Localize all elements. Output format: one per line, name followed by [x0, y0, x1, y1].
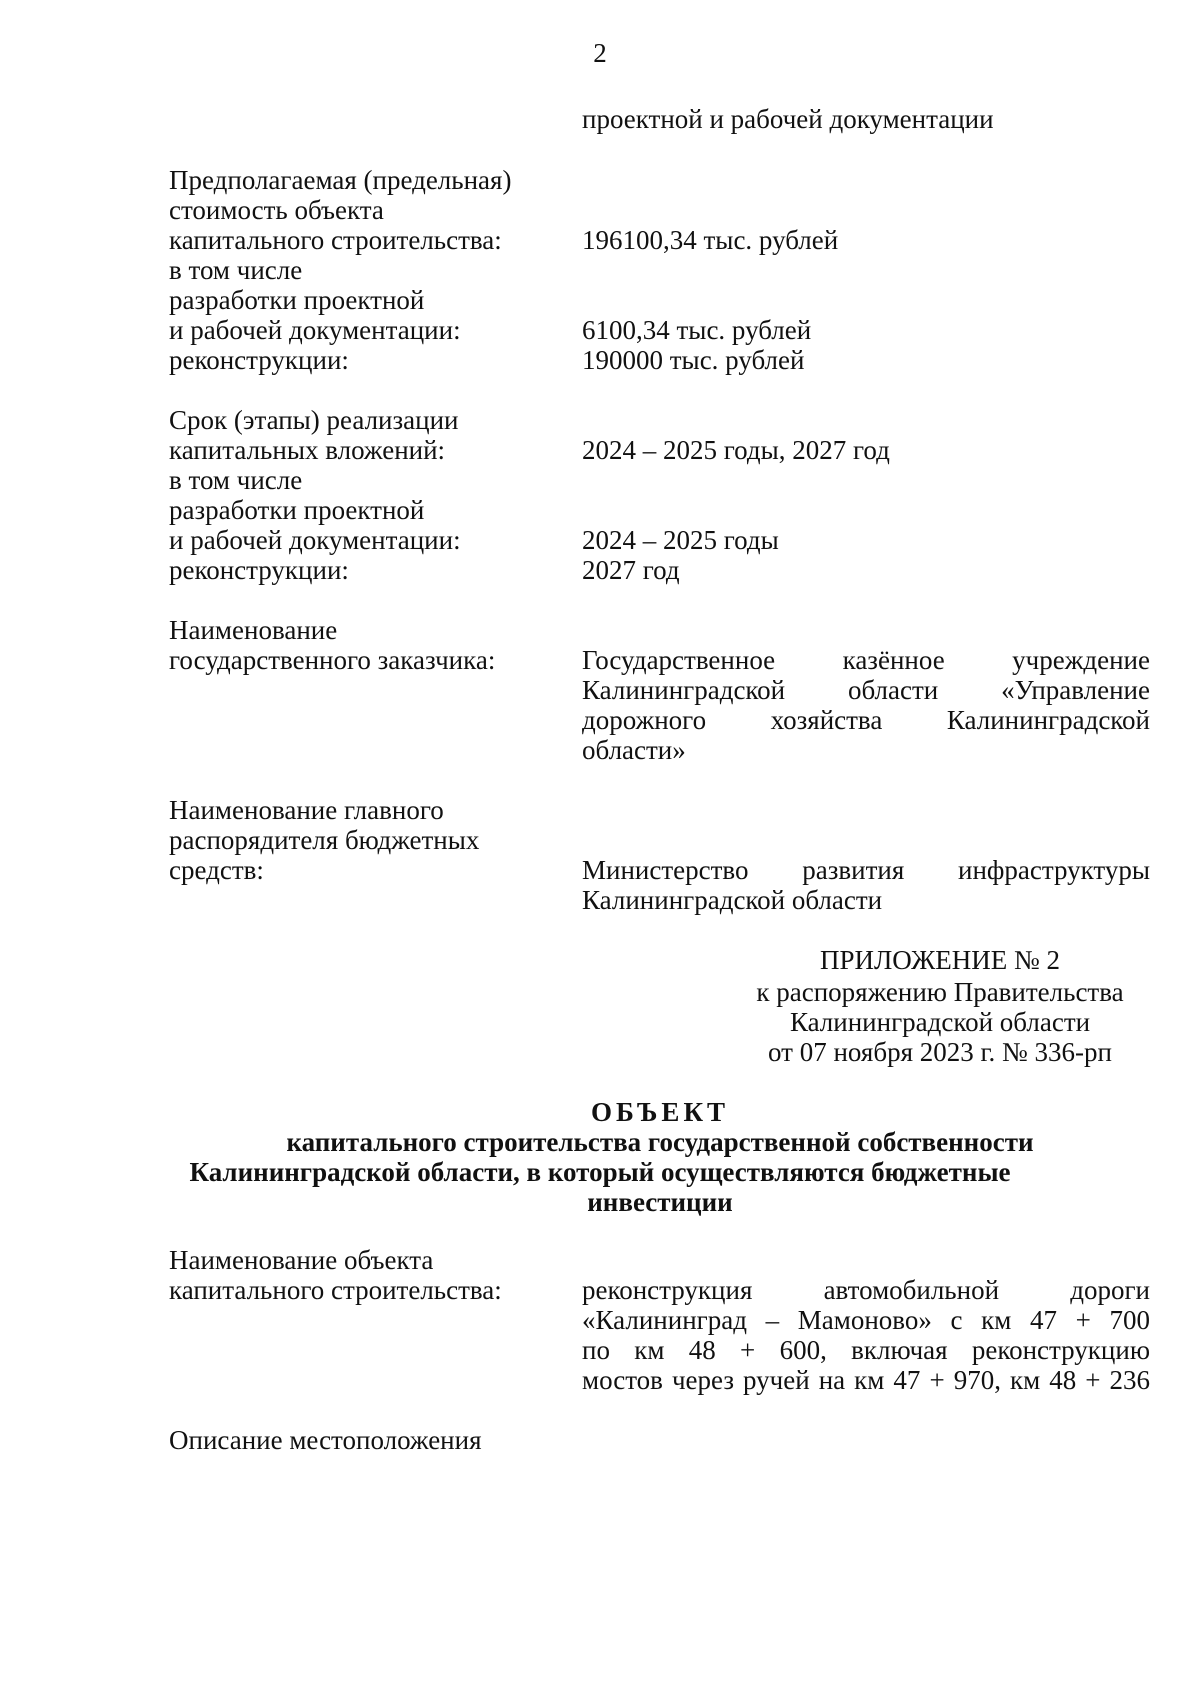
customer-value-line: Государственное казённое учреждение: [582, 645, 1150, 675]
budget-manager-label-line: Наименование главного: [169, 795, 444, 825]
timing-design-value: 2024 – 2025 годы: [582, 525, 779, 555]
customer-label-line: государственного заказчика:: [169, 645, 496, 675]
appendix-line: к распоряжению Правительства: [756, 977, 1124, 1007]
appendix-line: Калининградской области: [789, 1007, 1091, 1037]
object-value-line: реконструкция автомобильной дороги: [582, 1275, 1150, 1305]
object-value-line: мостов через ручей на км 47 + 970, км 48 + 236: [582, 1365, 1150, 1395]
budget-manager-value-line: Министерство развития инфраструктуры: [582, 855, 1150, 885]
customer-label-line: Наименование: [169, 615, 338, 645]
customer-value-line: области»: [582, 735, 686, 765]
budget-manager-label-line: распорядителя бюджетных: [169, 825, 480, 855]
document-subtitle-line: Калининградской области, в который осуществляются бюджетные: [189, 1157, 1011, 1187]
cost-reconstruction-value: 190000 тыс. рублей: [582, 345, 805, 375]
cost-label-line: реконструкции:: [169, 345, 349, 375]
cost-design-value: 6100,34 тыс. рублей: [582, 315, 812, 345]
cost-label-line: и рабочей документации:: [169, 315, 461, 345]
timing-label-line: Срок (этапы) реализации: [169, 405, 459, 435]
document-subtitle-line: инвестиции: [587, 1187, 733, 1217]
cost-label-line: Предполагаемая (предельная): [169, 165, 512, 195]
budget-manager-value-line: Калининградской области: [582, 885, 883, 915]
object-label-line: Наименование объекта: [169, 1245, 434, 1275]
timing-reconstruction-value: 2027 год: [582, 555, 680, 585]
timing-label-line: в том числе: [169, 465, 303, 495]
cost-label-line: в том числе: [169, 255, 303, 285]
object-label-line: капитального строительства:: [169, 1275, 502, 1305]
object-value-line: по км 48 + 600, включая реконструкцию: [582, 1335, 1150, 1365]
appendix-title: ПРИЛОЖЕНИЕ № 2: [819, 945, 1061, 975]
cost-label-line: разработки проектной: [169, 285, 425, 315]
cost-label-line: стоимость объекта: [169, 195, 384, 225]
appendix-date-line: от 07 ноября 2023 г. № 336-рп: [768, 1037, 1112, 1067]
object-value-line: «Калининград – Мамоново» с км 47 + 700: [582, 1305, 1150, 1335]
cost-label-line: капитального строительства:: [169, 225, 502, 255]
timing-label-line: реконструкции:: [169, 555, 349, 585]
budget-manager-label-line: средств:: [169, 855, 264, 885]
document-subtitle-line: капитального строительства государственной собственности: [286, 1127, 1034, 1157]
timing-label-line: капитальных вложений:: [169, 435, 446, 465]
document-heading: ОБЪЕКТ: [590, 1097, 730, 1127]
timing-label-line: и рабочей документации:: [169, 525, 461, 555]
customer-value-line: дорожного хозяйства Калининградской: [582, 705, 1150, 735]
continuation-text: проектной и рабочей документации: [582, 104, 994, 134]
cost-total-value: 196100,34 тыс. рублей: [582, 225, 839, 255]
timing-label-line: разработки проектной: [169, 495, 425, 525]
location-label-line: Описание местоположения: [169, 1425, 482, 1455]
customer-value-line: Калининградской области «Управление: [582, 675, 1150, 705]
page-number: 2: [593, 38, 607, 68]
timing-total-value: 2024 – 2025 годы, 2027 год: [582, 435, 890, 465]
